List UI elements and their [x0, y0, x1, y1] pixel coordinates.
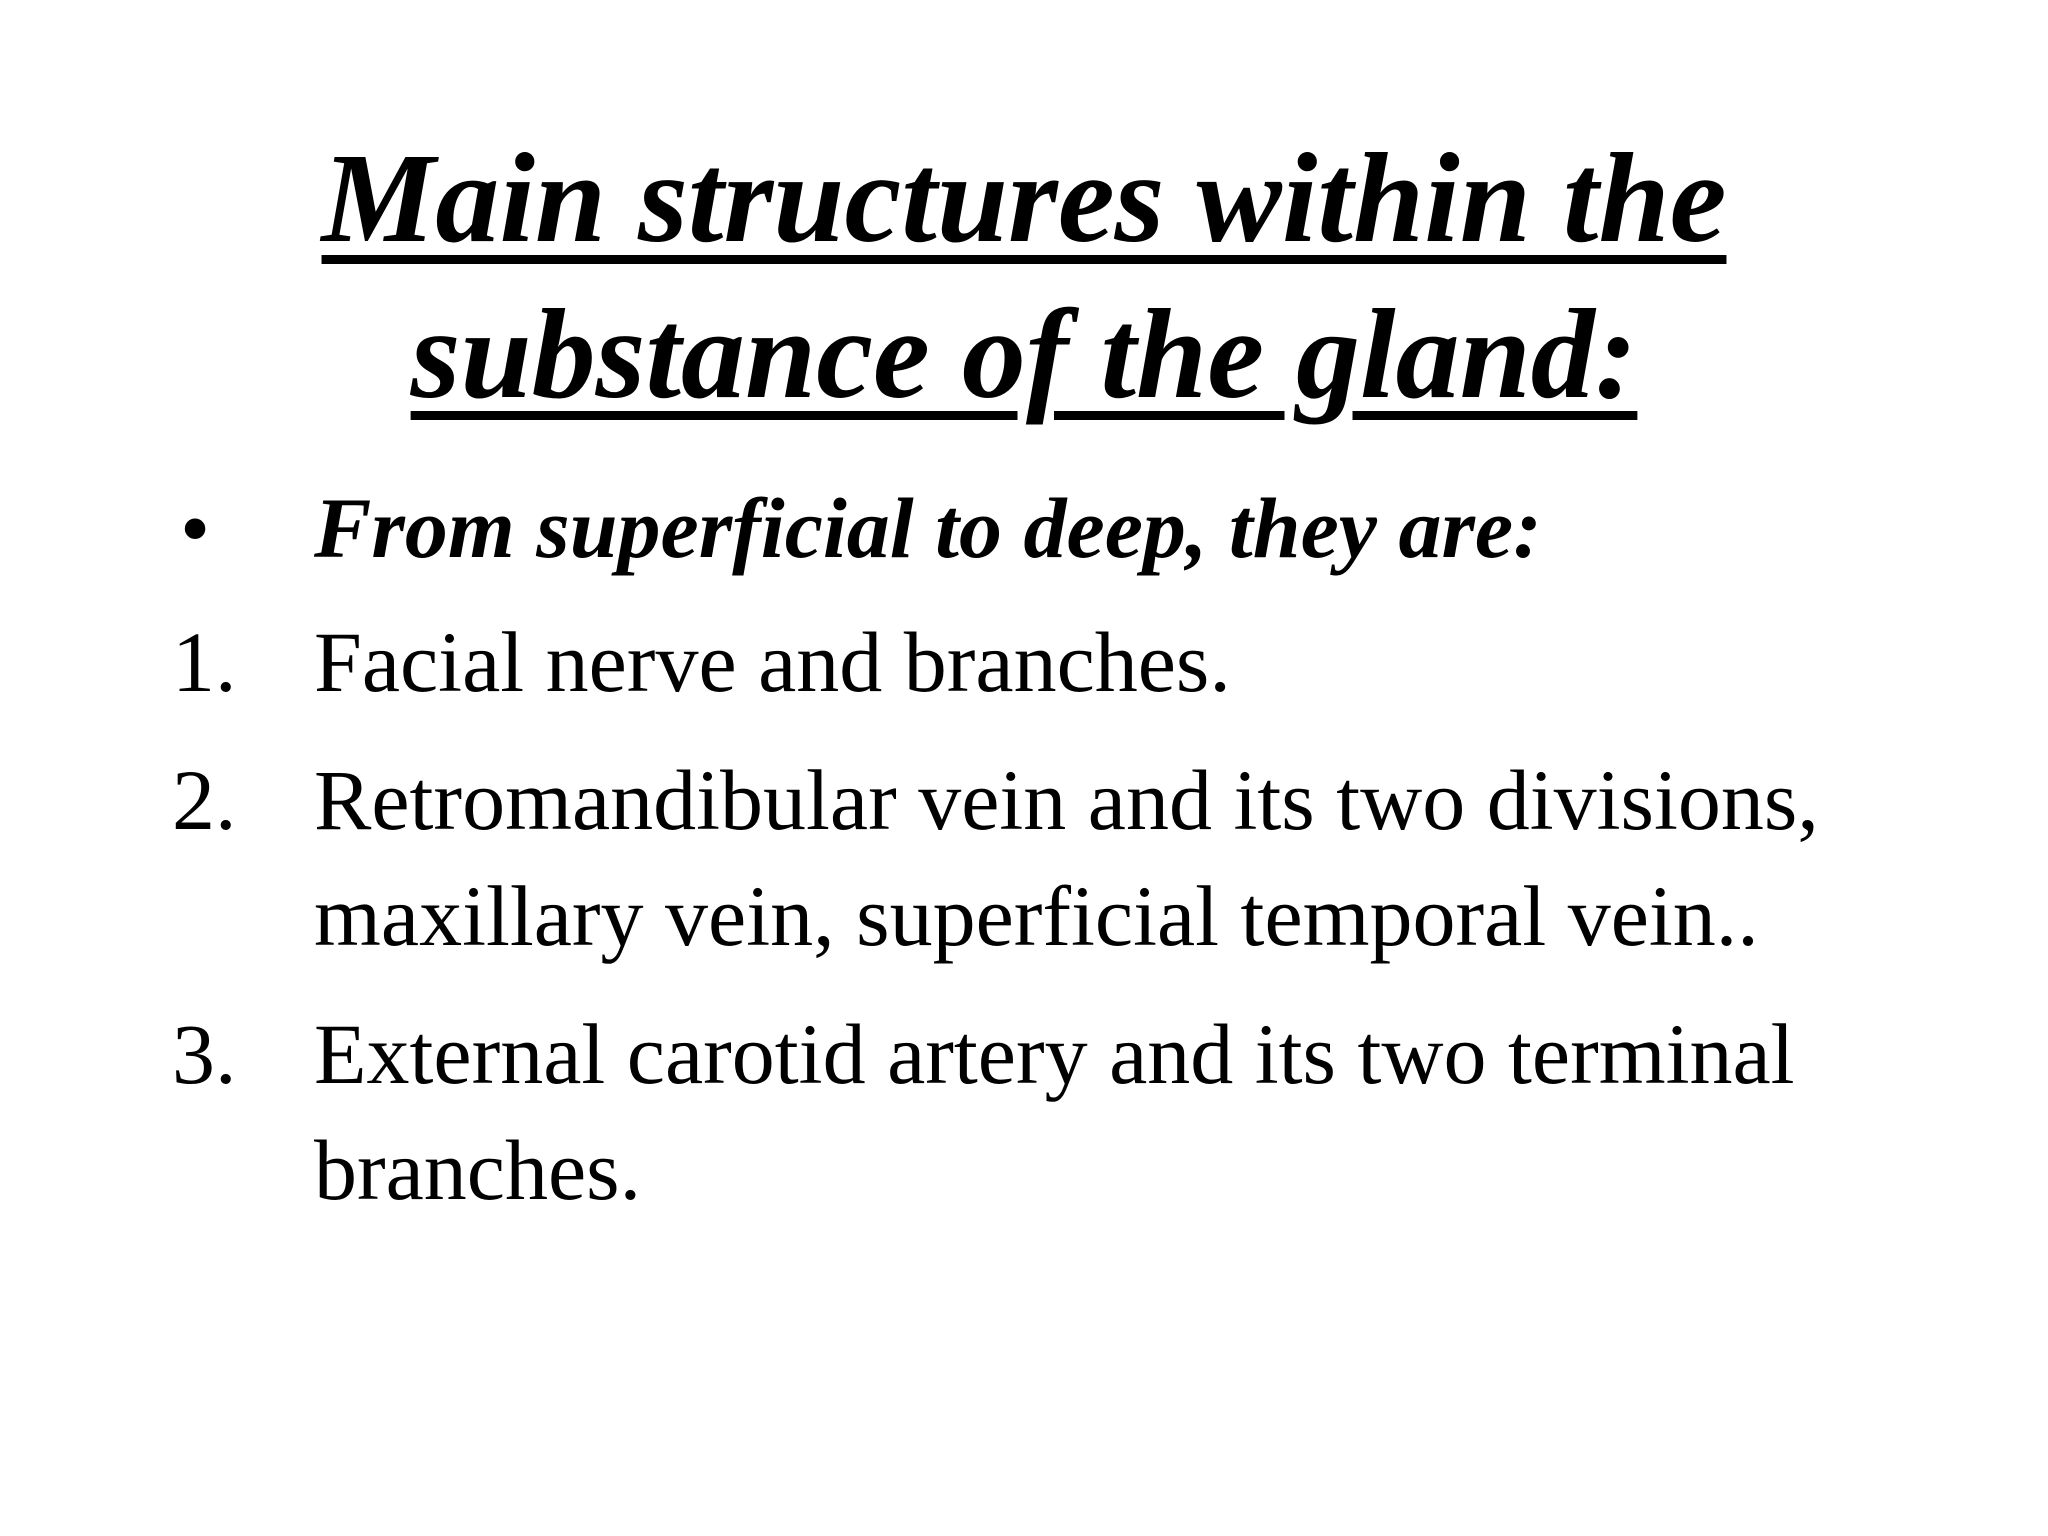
list-item-1 [172, 604, 1972, 720]
list-number-1: 1. [172, 614, 237, 710]
intro-text: From superficial to deep, they are: [314, 480, 1542, 576]
list-number-2: 2. [172, 752, 237, 848]
list-item-3-text: External carotid artery and its two terminal branches. [314, 1006, 1795, 1218]
list-item-2 [172, 742, 1972, 974]
intro-bullet-item [172, 470, 1972, 586]
slide-title-line-2: substance of the gland: [410, 283, 1638, 425]
content-list [172, 470, 1972, 1250]
slide-title [0, 120, 2048, 432]
list-item-1-text: Facial nerve and branches. [314, 614, 1231, 710]
list-item-2-text: Retromandibular vein and its two divisions, maxillary vein, superficial temporal vein.. [314, 752, 1819, 964]
list-item-3 [172, 996, 1972, 1228]
list-number-3: 3. [172, 1006, 237, 1102]
bullet-marker: • [180, 480, 211, 576]
slide-title-line-1: Main structures within the [321, 127, 1727, 269]
